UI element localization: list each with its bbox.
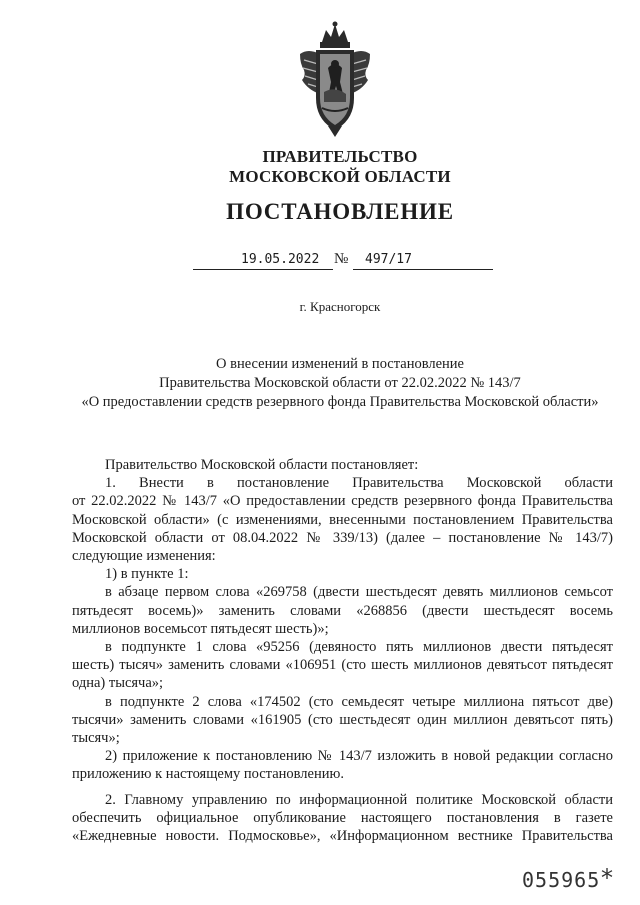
- body-line: Правительство Московской области постановляет:: [105, 457, 419, 473]
- body-line: тысячи» заменить словами «161905 (сто шестьдесят один миллион девятьсот пять): [72, 711, 613, 728]
- body-line: миллионов восемьсот пятьдесят шесть)»;: [72, 620, 329, 637]
- body-line: приложению к настоящему постановлению.: [72, 766, 344, 783]
- document-body: [72, 456, 613, 845]
- body-line: «Ежедневные новости. Подмосковье», «Информационном вестнике Правительства: [72, 828, 613, 845]
- moscow-oblast-emblem-icon: [298, 20, 372, 138]
- number-underline: [353, 269, 493, 270]
- body-line: 2. Главному управлению по информационной политике Московской области: [105, 791, 613, 808]
- city-line: г. Красногорск: [299, 299, 381, 314]
- body-line: в подпункте 1 слова «95256 (девяносто пять миллионов двести пятьдесят: [105, 639, 613, 656]
- body-line: от 22.02.2022 № 143/7 «О предоставлении средств резервного фонда Правительства: [72, 493, 613, 510]
- body-line: в абзаце первом слова «269758 (двести шестьдесят девять миллионов семьсот: [105, 584, 613, 601]
- body-line: Московской области» (с изменениями, внесенными постановлением Правительства: [72, 511, 613, 528]
- body-line: следующие изменения:: [72, 548, 216, 565]
- title-line: О внесении изменений в постановление: [216, 356, 464, 372]
- document-title: [40, 355, 640, 412]
- paragraph-gap: [72, 784, 613, 791]
- body-line: тысяч»;: [72, 730, 120, 747]
- body-line: шесть) тысяч» заменить словами «106951 (сто шесть миллионов девятьсот пятьдесят: [72, 657, 613, 674]
- document-number: 497/17: [365, 252, 412, 267]
- government-name-line1: ПРАВИТЕЛЬСТВО: [262, 147, 418, 166]
- body-line: пятьдесят восемь)» заменить словами «268856 (двести шестьдесят восемь: [72, 602, 613, 619]
- body-line: 1) в пункте 1:: [105, 566, 189, 583]
- government-name-line2: МОСКОВСКОЙ ОБЛАСТИ: [229, 167, 451, 186]
- body-line: 1. Внести в постановление Правительства Московской области: [105, 475, 613, 492]
- document-date: 19.05.2022: [241, 252, 320, 267]
- body-line: Московской области от 08.04.2022 № 339/13) (далее – постановление № 143/7): [72, 529, 613, 546]
- body-line: в подпункте 2 слова «174502 (сто семьдесят четыре миллиона пятьсот две): [105, 693, 613, 710]
- title-line: Правительства Московской области от 22.02.2022 № 143/7: [159, 375, 521, 391]
- body-line: обеспечить официальное опубликование настоящего постановления в газете: [72, 809, 613, 826]
- number-sign: №: [334, 251, 349, 267]
- date-underline: [193, 269, 333, 270]
- serial-number: 055965: [522, 868, 601, 892]
- body-line: 2) приложение к постановлению № 143/7 изложить в новой редакции согласно: [105, 748, 613, 765]
- date-number-line: [193, 252, 493, 272]
- title-line: «О предоставлении средств резервного фонда Правительства Московской области»: [81, 394, 599, 410]
- body-line: одна) тысяча»;: [72, 675, 164, 692]
- serial-mark: *: [601, 864, 613, 892]
- document-type-heading: ПОСТАНОВЛЕНИЕ: [226, 199, 454, 224]
